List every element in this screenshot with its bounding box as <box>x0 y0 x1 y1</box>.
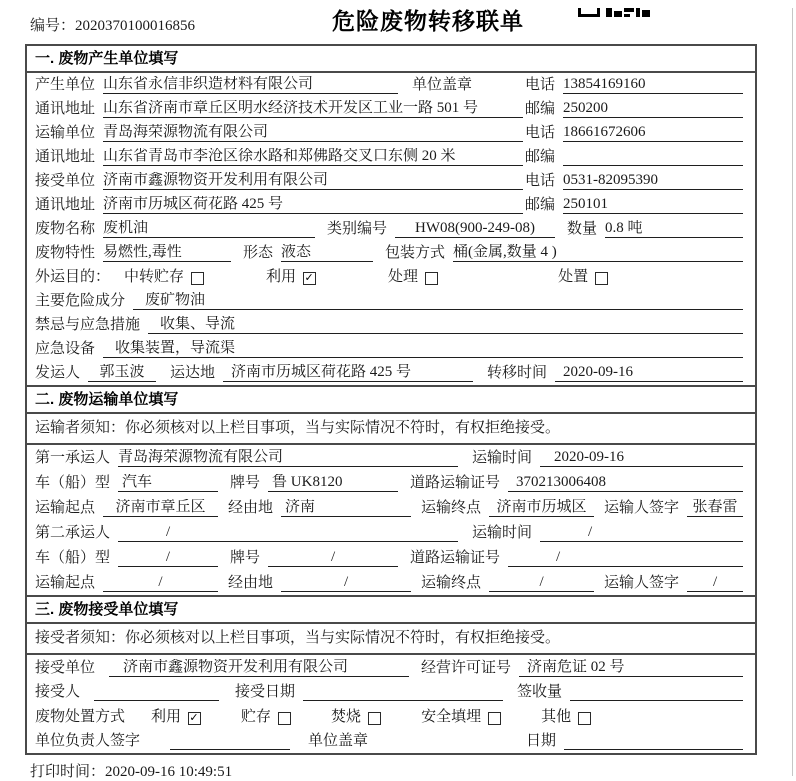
carrier1-label: 第一承运人 <box>35 450 111 466</box>
producer-value: 山东省永信非织造材料有限公司 <box>103 76 398 94</box>
row-vehicle2 <box>27 545 755 570</box>
producer-zip-value: 250200 <box>563 100 743 118</box>
transporter-sign2-value: / <box>687 574 743 592</box>
checkbox-label: 其他 <box>541 708 572 725</box>
vehicle-type-label: 车（船）型 <box>35 475 111 491</box>
via-label: 经由地 <box>228 575 274 591</box>
purpose-option-dispose <box>558 269 608 286</box>
transport-time-label: 运输时间 <box>472 525 533 541</box>
disposal-option-incinerate <box>331 709 381 726</box>
plate1-value: 鲁 UK8120 <box>268 474 398 492</box>
disposal-option-landfill <box>421 709 501 726</box>
checkbox-unchecked-icon <box>595 272 608 285</box>
transporter-sign-label: 运输人签字 <box>604 500 680 516</box>
phone-label: 电话 <box>524 125 555 141</box>
vehicle-type-label: 车（船）型 <box>35 550 111 566</box>
address-label: 通讯地址 <box>35 149 96 165</box>
permit-label: 经营许可证号 <box>421 659 512 676</box>
destination-value: 济南市历城区荷花路 425 号 <box>223 364 473 382</box>
receiver-notice: 接受者须知：你必须核对以上栏目事项，当与实际情况不符时，有权拒绝接受。 <box>27 624 755 655</box>
packing-label: 包装方式 <box>385 245 446 261</box>
via1-value: 济南 <box>281 499 411 517</box>
origin-label: 运输起点 <box>35 575 96 591</box>
accept-date-value <box>303 684 503 701</box>
accept-date-label: 接受日期 <box>235 684 296 700</box>
row-producer-address <box>27 97 755 121</box>
date-label: 日期 <box>526 733 557 749</box>
row-route1 <box>27 495 755 520</box>
unit-seal-label: 单位盖章 <box>412 77 473 93</box>
receiver-label: 接受单位 <box>35 173 96 189</box>
section-transporter-heading: 二. 废物运输单位填写 <box>27 387 755 414</box>
via-label: 经由地 <box>228 500 274 516</box>
row-route2 <box>27 570 755 595</box>
row-recipient <box>27 680 755 705</box>
transfer-time-value: 2020-09-16 <box>555 364 743 382</box>
transport-time-label: 运输时间 <box>472 450 533 466</box>
permit-value: 济南危证 02 号 <box>519 659 743 677</box>
checkbox-label: 安全填埋 <box>421 708 482 725</box>
checkbox-unchecked-icon <box>191 272 204 285</box>
disposal-option-storage <box>241 709 291 726</box>
checkbox-unchecked-icon <box>578 712 591 725</box>
road-license-label: 道路运输证号 <box>410 550 501 566</box>
purpose-label: 外运目的： <box>35 269 111 285</box>
disposal-option-other <box>541 709 591 726</box>
row-transporter <box>27 121 755 145</box>
doc-number-label: 编号： <box>30 18 76 34</box>
hazard-value: 废矿物油 <box>133 292 743 310</box>
row-transporter-address <box>27 145 755 169</box>
doc-number <box>30 14 195 35</box>
print-time <box>30 760 796 781</box>
row-accept-unit <box>27 655 755 680</box>
packing-value: 桶(金属,数量 4 ) <box>453 244 743 262</box>
section-producer <box>25 44 757 387</box>
origin-label: 运输起点 <box>35 500 96 516</box>
carrier2-label: 第二承运人 <box>35 525 111 541</box>
receiver-zip-value: 250101 <box>563 196 743 214</box>
address-label: 通讯地址 <box>35 197 96 213</box>
phone-label: 电话 <box>524 173 555 189</box>
accept-unit-value: 济南市鑫源物资开发利用有限公司 <box>109 659 409 677</box>
shipper-value: 郭玉波 <box>88 364 156 382</box>
traits-value: 易燃性,毒性 <box>103 244 231 262</box>
print-time-label: 打印时间： <box>30 764 106 780</box>
purpose-option-transfer-storage <box>124 269 204 286</box>
unit-seal-label: 单位盖章 <box>308 733 369 749</box>
checkbox-checked-icon: ✓ <box>303 272 316 285</box>
row-shipper <box>27 361 755 385</box>
road-license1-value: 370213006408 <box>508 474 743 492</box>
document-header <box>0 8 796 44</box>
disposal-option-utilize <box>151 709 201 726</box>
transporter-label: 运输单位 <box>35 125 96 141</box>
purpose-option-utilize <box>266 269 316 286</box>
equipment-label: 应急设备 <box>35 341 96 357</box>
transporter-value: 青岛海荣源物流有限公司 <box>103 124 523 142</box>
manifest-form <box>25 44 757 755</box>
scanned-page-edge <box>792 8 793 776</box>
recipient-value <box>94 684 219 701</box>
equipment-value: 收集装置，导流渠 <box>103 340 743 358</box>
form-label: 形态 <box>243 245 274 261</box>
checkbox-unchecked-icon <box>278 712 291 725</box>
transporter-phone-value: 18661672606 <box>563 124 743 142</box>
checkbox-label: 中转贮存 <box>124 269 185 285</box>
row-purpose <box>27 265 755 289</box>
destination-label: 运达地 <box>170 365 216 381</box>
transfer-time-label: 转移时间 <box>487 365 548 381</box>
plate-label: 牌号 <box>230 550 261 566</box>
print-time-value: 2020-09-16 10:49:51 <box>105 764 233 780</box>
taboo-value: 收集、导流 <box>148 316 743 334</box>
producer-phone-value: 13854169160 <box>563 76 743 94</box>
vehicle2-value: / <box>118 549 218 567</box>
via2-value: / <box>281 574 411 592</box>
section-receiver <box>25 597 757 755</box>
row-waste-traits <box>27 241 755 265</box>
end-label: 运输终点 <box>421 575 482 591</box>
receiver-address-value: 济南市历城区荷花路 425 号 <box>103 196 523 214</box>
row-receiver-address <box>27 193 755 217</box>
recipient-label: 接受人 <box>35 684 81 700</box>
transport-time2-value: / <box>540 524 743 542</box>
section-producer-heading: 一. 废物产生单位填写 <box>27 46 755 73</box>
checkbox-label: 利用 <box>151 708 182 725</box>
receiver-value: 济南市鑫源物资开发利用有限公司 <box>103 172 523 190</box>
signed-amount-label: 签收量 <box>517 684 563 700</box>
checkbox-unchecked-icon <box>368 712 381 725</box>
date-value <box>564 733 743 750</box>
producer-address-value: 山东省济南市章丘区明水经济技术开发区工业一路 501 号 <box>103 100 523 118</box>
zip-label: 邮编 <box>524 101 555 117</box>
row-vehicle1 <box>27 470 755 495</box>
shipper-label: 发运人 <box>35 365 81 381</box>
row-receiver <box>27 169 755 193</box>
qty-label: 数量 <box>567 221 598 237</box>
road-license2-value: / <box>508 549 743 567</box>
waste-name-label: 废物名称 <box>35 221 96 237</box>
producer-label: 产生单位 <box>35 77 96 93</box>
checkbox-label: 利用 <box>266 269 297 285</box>
carrier2-value: / <box>118 524 458 542</box>
qty-value: 0.8 吨 <box>605 220 743 238</box>
end2-value: / <box>489 574 594 592</box>
row-carrier2 <box>27 520 755 545</box>
checkbox-label: 贮存 <box>241 708 272 725</box>
carrier1-value: 青岛海荣源物流有限公司 <box>118 449 458 467</box>
page-title: 危险废物转移联单 <box>332 8 524 34</box>
end1-value: 济南市历城区 <box>489 499 594 517</box>
form-value: 液态 <box>281 244 373 262</box>
transporter-address-value: 山东省青岛市李沧区徐水路和郑佛路交叉口东侧 20 米 <box>103 148 523 166</box>
origin1-value: 济南市章丘区 <box>103 499 218 517</box>
road-license-label: 道路运输证号 <box>410 475 501 491</box>
hazard-label: 主要危险成分 <box>35 293 126 309</box>
row-carrier1 <box>27 445 755 470</box>
transporter-sign1-value: 张春雷 <box>687 499 743 517</box>
category-label: 类别编号 <box>327 221 388 237</box>
plate2-value: / <box>268 549 398 567</box>
vehicle1-value: 汽车 <box>118 474 218 492</box>
row-taboo-measures <box>27 313 755 337</box>
row-hazard-component <box>27 289 755 313</box>
checkbox-unchecked-icon <box>488 712 501 725</box>
section-receiver-heading: 三. 废物接受单位填写 <box>27 597 755 624</box>
row-emergency-equipment <box>27 337 755 361</box>
address-label: 通讯地址 <box>35 101 96 117</box>
traits-label: 废物特性 <box>35 245 96 261</box>
category-value: HW08(900-249-08) <box>395 220 555 238</box>
chief-signature-label: 单位负责人签字 <box>35 733 141 749</box>
taboo-label: 禁忌与应急措施 <box>35 317 141 333</box>
row-disposal-method <box>27 704 755 729</box>
phone-label: 电话 <box>524 77 555 93</box>
waste-name-value: 废机油 <box>103 220 315 238</box>
accept-unit-label: 接受单位 <box>35 659 96 676</box>
transporter-notice: 运输者须知：你必须核对以上栏目事项，当与实际情况不符时，有权拒绝接受。 <box>27 414 755 445</box>
plate-label: 牌号 <box>230 475 261 491</box>
checkbox-label: 处置 <box>558 269 589 285</box>
checkbox-unchecked-icon <box>425 272 438 285</box>
row-waste-name <box>27 217 755 241</box>
zip-label: 邮编 <box>524 197 555 213</box>
doc-number-value: 2020370100016856 <box>75 18 196 34</box>
transport-time1-value: 2020-09-16 <box>540 449 743 467</box>
signed-amount-value <box>570 684 743 701</box>
row-producer <box>27 73 755 97</box>
purpose-option-treat <box>388 269 438 286</box>
transporter-zip-value <box>563 149 743 166</box>
disposal-method-label: 废物处置方式 <box>35 708 126 725</box>
transporter-sign-label: 运输人签字 <box>604 575 680 591</box>
origin2-value: / <box>103 574 218 592</box>
checkbox-label: 处理 <box>388 269 419 285</box>
checkbox-label: 焚烧 <box>331 708 362 725</box>
chief-signature-value <box>170 733 290 750</box>
receiver-phone-value: 0531-82095390 <box>563 172 743 190</box>
zip-label: 邮编 <box>524 149 555 165</box>
end-label: 运输终点 <box>421 500 482 516</box>
section-transporter <box>25 387 757 597</box>
row-chief-signature <box>27 729 755 754</box>
checkbox-checked-icon: ✓ <box>188 712 201 725</box>
